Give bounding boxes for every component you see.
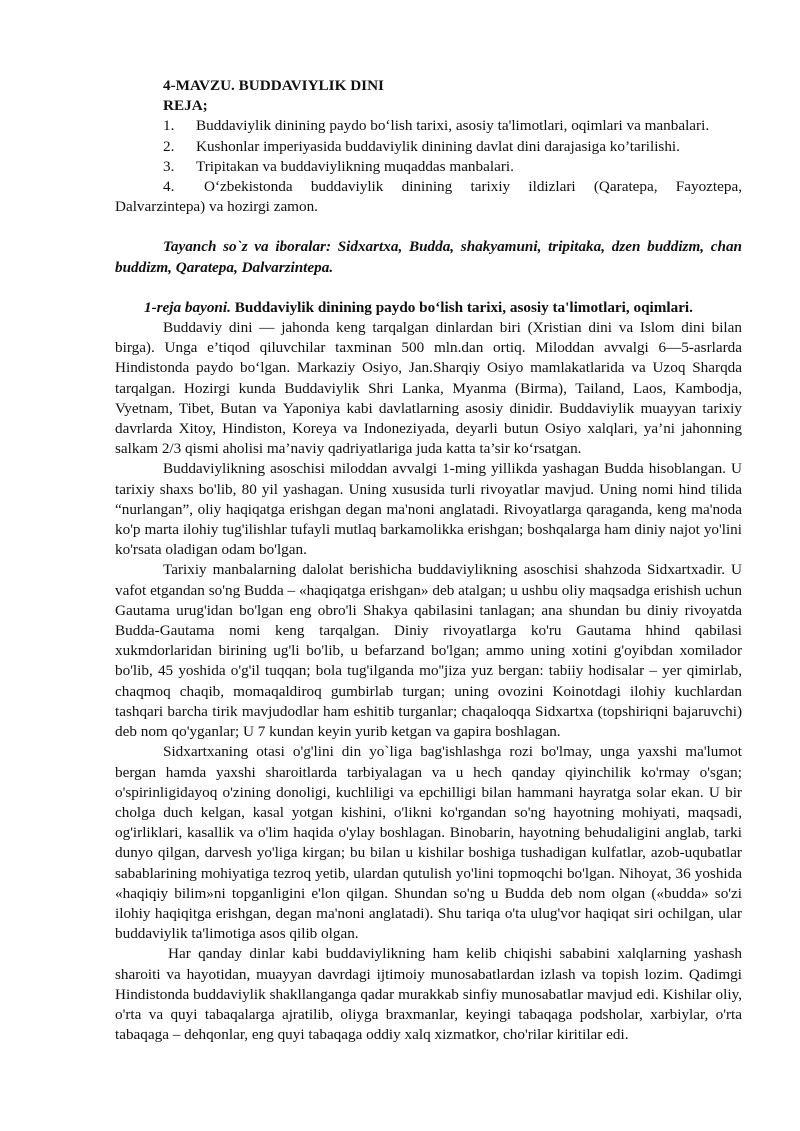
section-lead: 1-reja bayoni. xyxy=(144,298,231,316)
plan-item-text: O‘zbekistonda buddaviylik dinining tarixiy ildizlari (Qaratepa, Fayoztepa, Dalvarzintepa) va hozirgi zamon. xyxy=(115,178,742,216)
body-paragraph: Har qanday dinlar kabi buddaviylikning ham kelib chiqishi sababini xalqlarning yashash sharoiti va hayotidan, muayyan davrdagi ijtimoiy munosabatlardan izlash va topish lozim. Qadimgi Hindistonda buddaviylik shakllanganga qadar murakkab sinfiy munosabatlar mavjud edi. Kishilar oliy, o'rta va quyi tabaqalarga ajratilib, oliyga braxmanlar, keyingi tabaqaga podsholar, xarbiylar, o'rta tabaqaga – dehqonlar, eng quyi tabaqaga oddiy xalq xizmatkor, cho'rilar kiritilar edi. xyxy=(115,945,742,1044)
plan-item xyxy=(115,177,742,217)
body-paragraph: Buddaviy dini — jahonda keng tarqalgan dinlardan biri (Xristian dini va Islom dini bilan birga). Unga e’tiqod qiluvchilar taxminan 500 mln.dan ortiq. Miloddan avvalgi 6—5-asrlarda Hindistonda paydo bo‘lgan. Markaziy Osiyo, Jan.Sharqiy Osiyo mamlakatlarida va Uzoq Sharqda tarqalgan. Hozirgi kunda Buddaviylik Shri Lanka, Myanma (Birma), Tailand, Laos, Kambodja, Vyetnam, Tibet, Butan va Yaponiya kabi davlatlarning asosiy dinidir. Buddaviylik muayyan tarixiy davrlarda Xitoy, Hindiston, Koreya va Indoneziyada, deyarli butun Osiyo xalqlari, ya’ni jahonning salkam 2/3 qismi aholisi ma’naviy qadriyatlariga juda katta ta’sir ko‘rsatgan. xyxy=(115,319,742,458)
section-heading xyxy=(115,298,742,318)
plan-item-text: Kushonlar imperiyasida buddaviylik dinining davlat dini darajasiga ko’tarilishi. xyxy=(196,137,680,155)
plan-item xyxy=(115,116,742,136)
keywords-paragraph: Tayanch so`z va iboralar: Sidxartxa, Budda, shakyamuni, tripitaka, dzen buddizm, chan buddizm, Qaratepa, Dalvarzintepa. xyxy=(115,238,742,276)
plan-item xyxy=(115,137,742,157)
plan-item-number: 3. xyxy=(163,157,175,175)
plan-item-text: Tripitakan va buddaviylikning muqaddas manbalari. xyxy=(196,157,514,175)
plan-label: REJA; xyxy=(163,97,208,115)
body-paragraph: Sidxartxaning otasi o'g'lini din yo`liga bag'ishlashga rozi bo'lmay, unga yaxshi ma'lumot bergan hamda yaxshi sharoitlarda tarbiyalagan va u hech qanday qiyinchilik ko'rmay o'sgan; o'spirinligidayoq o'zining donoligi, kuchliligi va epchilligi bilan hammani hayratga solar ekan. U bir cholga duch kelgan, kasal yotgan kishini, o'likni ko'rgandan so'ng hayotning mohiyati, maqsadi, og'irliklari, kasallik va o'lim haqida o'ylay boshlagan. Binobarin, hayotning behudaligini anglab, tarki dunyo qilgan, darvesh yo'liga kirgan; bu bilan u kishilar boshiga tushadigan kulfatlar, azob-uqubatlar sabablarining mohiyatiga tezroq yetib, ulardan qutulish yo'lini topmoqchi bo'lgan. Nihoyat, 36 yoshida «haqiqiy bilim»ni topganligini e'lon qilgan. Shundan so'ng u Budda deb nom olgan («budda» so'zi ilohiy haqiqitga erishgan, degan ma'noni anglatadi). Shu tariqa o'ta ulug'vor haqiqat siri ochilgan, ular buddaviylik ta'limotiga asos qilib olgan. xyxy=(115,743,742,943)
plan-item-number: 1. xyxy=(163,117,175,135)
plan-item xyxy=(115,157,742,177)
plan-item-number: 4. xyxy=(163,178,175,196)
document-body xyxy=(115,76,742,1045)
body-paragraph: Buddaviylikning asoschisi miloddan avvalgi 1-ming yillikda yashagan Budda hisoblangan. U tarixiy shaxs bo'lib, 80 yil yashagan. Uning xususida turli rivoyatlar mavjud. Uning nomi hind tilida “nurlangan”, oliy haqiqatga erishgan degan ma'noni anglatadi. Rivoyatlarga qaraganda, keng ma'noda ko'p marta ilohiy tug'ilishlar tufayli mutlaq barkamolikka erishgan; boshqalarga ham diniy najot yo'lini ko'rsata oladigan odam bo'lgan. xyxy=(115,460,742,559)
plan-item-text: Buddaviylik dinining paydo bo‘lish tarixi, asosiy ta'limotlari, oqimlari va manbalari. xyxy=(196,117,710,135)
plan-item-number: 2. xyxy=(163,137,175,155)
section-heading-text: Buddaviylik dinining paydo bo‘lish tarixi, asosiy ta'limotlari, oqimlari. xyxy=(234,298,693,316)
body-paragraph: Tarixiy manbalarning dalolat berishicha buddaviylikning asoschisi shahzoda Sidxartxadir. U vafot etgandan so'ng Budda – «haqiqatga erishgan» deb atalgan; u ushbu oliy maqsadga erishish uchun Gautama urug'idan bo'lgan eng obro'li Shakya qabilasini tanlagan; ana shundan bu diniy rivoyatda Budda-Gautama nomi keng tarqalgan. Diniy rivoyatlarga ko'ru Gautama hhind qabilasi xukmdorlaridan birining ug'li bo'lib, u befarzand bo'lgan; ammo uning xotini g'oyibdan xomilador bo'lib, 45 yoshida o'g'il tuqqan; bola tug'ilganda mo''jiza yuz bergan: tabiiy hodisalar – yer qimirlab, chaqmoq chaqib, momaqaldiroq gumbirlab turgan; uning ovozini Koinotdagi ilohiy kuchlardan tashqari barcha tirik mavjudodlar ham eshitib turganlar; chaqaloqqa Sidxartxa (topshiriqni bajaruvchi) deb nom qo'yganlar; U 7 kundan keyin yurib ketgan va gapira boshlagan. xyxy=(115,561,742,741)
document-title: 4-MAVZU. BUDDAVIYLIK DINI xyxy=(163,77,384,94)
